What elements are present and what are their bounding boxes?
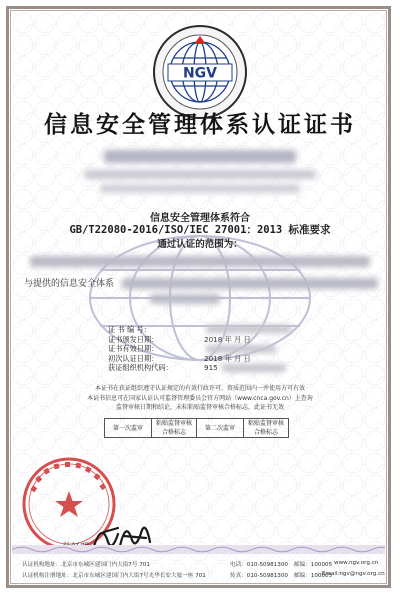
scope-redacted-line-2 [122,278,378,289]
org-code-redacted [222,364,286,372]
bottom-decorative-stripe [12,545,385,554]
valid-date-redacted [206,345,276,353]
query-note: 本证书信息可在国家认证认可监督管理委员会官方网站（www.cnca.gov.cn）上查询 [87,395,313,402]
first-audit-label: 第一次监审 [105,419,152,438]
scope-redacted-line-1 [30,256,370,267]
standard-title: 信息安全管理体系符合 [150,213,250,224]
sticker-text-line2: 合格标志 [244,428,289,438]
scope-label: 通过认证的范围为： [157,239,243,250]
phone: 电话：010-50981300 [230,562,288,568]
fax: 传真：010-50981300 [230,573,288,579]
field-value: 2018 年 月 日 [204,334,251,344]
organization-address-redacted [84,170,316,179]
certification-address: 认证机构地址：北京市东城区建国门内大街7号 701 [22,562,150,568]
postcode-2: 邮编：100005 [294,573,333,579]
certificate-title: 信息安全管理体系认证证书 [44,111,356,138]
registered-address: 认证机构注册地址：北京市东城区建国门内大街7号光华长安大厦一座 701 [22,573,206,579]
sticker-text-line1: 粘贴监督审核 [152,419,197,429]
field-label: 证书有效日期： [108,344,159,354]
scope-visible-fragment: 与提供的信息安全体系 [24,279,115,289]
website: www.ngv.org.cn [334,560,379,566]
field-value: 915 [204,363,218,373]
field-label: 证 书 编 号： [108,325,151,334]
logo-letters: NGV [182,65,218,82]
field-label: 获证组织机构代码： [108,363,173,373]
sticker-text-line2: 合格标志 [152,428,197,438]
organization-name-redacted [104,150,296,163]
postcode: 邮编：100005 [294,562,333,568]
organization-address-redacted-2 [100,184,300,193]
field-label: 初次认证日期： [108,353,159,363]
scope-redacted-line-3 [150,294,220,304]
standard-code: GB/T22080-2016/ISO/IEC 27001：2013 标准要求 [69,224,331,236]
audit-sticker-table [104,418,289,438]
second-audit-label: 第二次监审 [197,419,244,438]
sticker-text-line1: 粘贴监督审核 [244,419,289,429]
field-value: 2018 年 月 日 [204,353,251,363]
validity-note: 本证书在获证组织遵守认证规定的有效行政许可、资质范围内一并使用方可有效 [94,385,305,392]
certificate-number-redacted [206,325,292,333]
field-label: 证书颁发日期： [108,334,159,344]
email: Email:ngv@ngv.org.cn [322,571,385,577]
audit-note: 监督审核日期和结论，未标粘贴监督审核合格标志，此证书无效 [115,404,284,411]
